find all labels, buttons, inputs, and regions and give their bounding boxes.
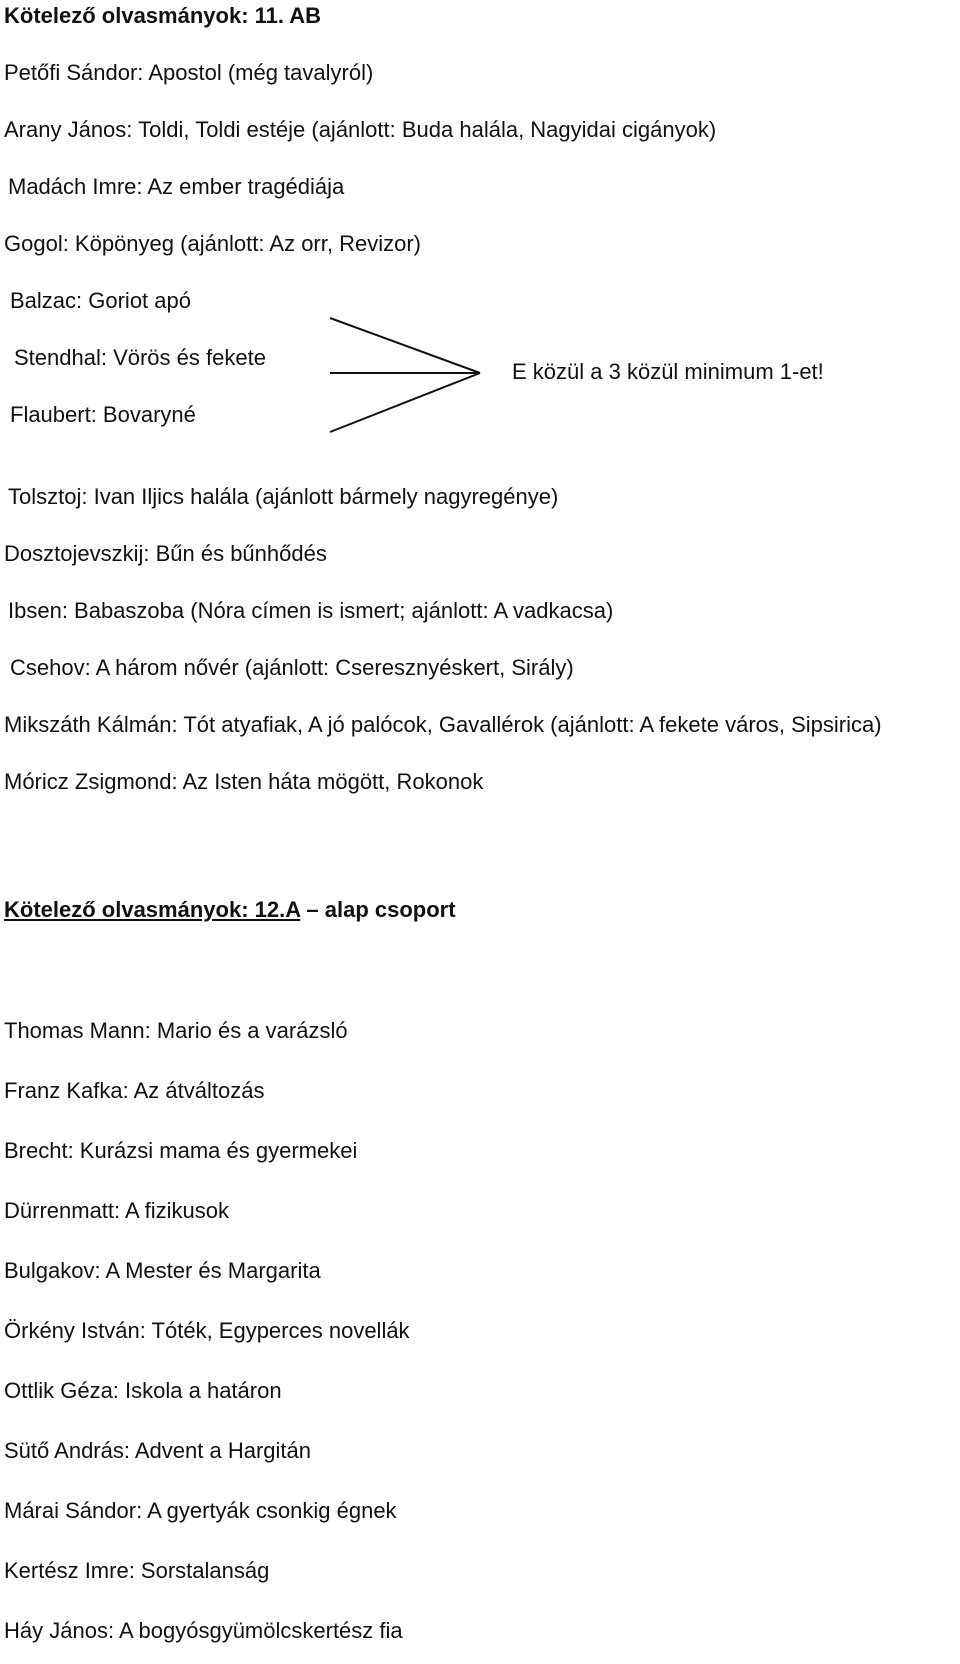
reading-item: Dosztojevszkij: Bűn és bűnhődés	[4, 541, 327, 566]
section-12-title	[4, 896, 456, 924]
reading-item: Ottlik Géza: Iskola a határon	[4, 1378, 282, 1403]
reading-item: Mikszáth Kálmán: Tót atyafiak, A jó palócok, Gavallérok (ajánlott: A fekete város, Sipsirica)	[4, 712, 882, 737]
reading-item: Bulgakov: A Mester és Margarita	[4, 1258, 321, 1283]
arrow-line-bottom	[330, 373, 480, 432]
section-12-title-suffix: – alap csoport	[300, 897, 456, 922]
reading-item: Móricz Zsigmond: Az Isten háta mögött, Rokonok	[4, 769, 484, 794]
reading-item: Flaubert: Bovaryné	[10, 402, 196, 427]
reading-item: Franz Kafka: Az átváltozás	[4, 1078, 265, 1103]
reading-item: Arany János: Toldi, Toldi estéje (ajánlott: Buda halála, Nagyidai cigányok)	[4, 117, 717, 142]
reading-item: Stendhal: Vörös és fekete	[14, 345, 266, 370]
reading-item: Márai Sándor: A gyertyák csonkig égnek	[4, 1498, 397, 1523]
reading-item: Brecht: Kurázsi mama és gyermekei	[4, 1138, 358, 1163]
reading-item: Thomas Mann: Mario és a varázsló	[4, 1018, 348, 1043]
reading-item: Dürrenmatt: A fizikusok	[4, 1198, 229, 1223]
reading-item: Madách Imre: Az ember tragédiája	[8, 174, 345, 199]
reading-item: Örkény István: Tóték, Egyperces novellák	[4, 1318, 410, 1343]
arrow-line-top	[330, 318, 480, 373]
reading-item: Petőfi Sándor: Apostol (még tavalyról)	[4, 60, 374, 85]
reading-item: Balzac: Goriot apó	[10, 288, 191, 313]
reading-item: Sütő András: Advent a Hargitán	[4, 1438, 311, 1463]
reading-item: Ibsen: Babaszoba (Nóra címen is ismert; ajánlott: A vadkacsa)	[8, 598, 614, 623]
reading-item: Tolsztoj: Ivan Iljics halála (ajánlott bármely nagyregénye)	[8, 484, 559, 509]
reading-item: Háy János: A bogyósgyümölcskertész fia	[4, 1618, 403, 1643]
reading-item: Kertész Imre: Sorstalanság	[4, 1558, 270, 1583]
reading-item: Csehov: A három nővér (ajánlott: Cseresznyéskert, Sirály)	[10, 655, 574, 680]
choice-note: E közül a 3 közül minimum 1-et!	[512, 359, 824, 384]
reading-item: Gogol: Köpönyeg (ajánlott: Az orr, Revizor)	[4, 231, 421, 256]
section-11-title: Kötelező olvasmányok: 11. AB	[4, 3, 322, 28]
section-12-title-main: Kötelező olvasmányok: 12.A	[4, 897, 301, 922]
